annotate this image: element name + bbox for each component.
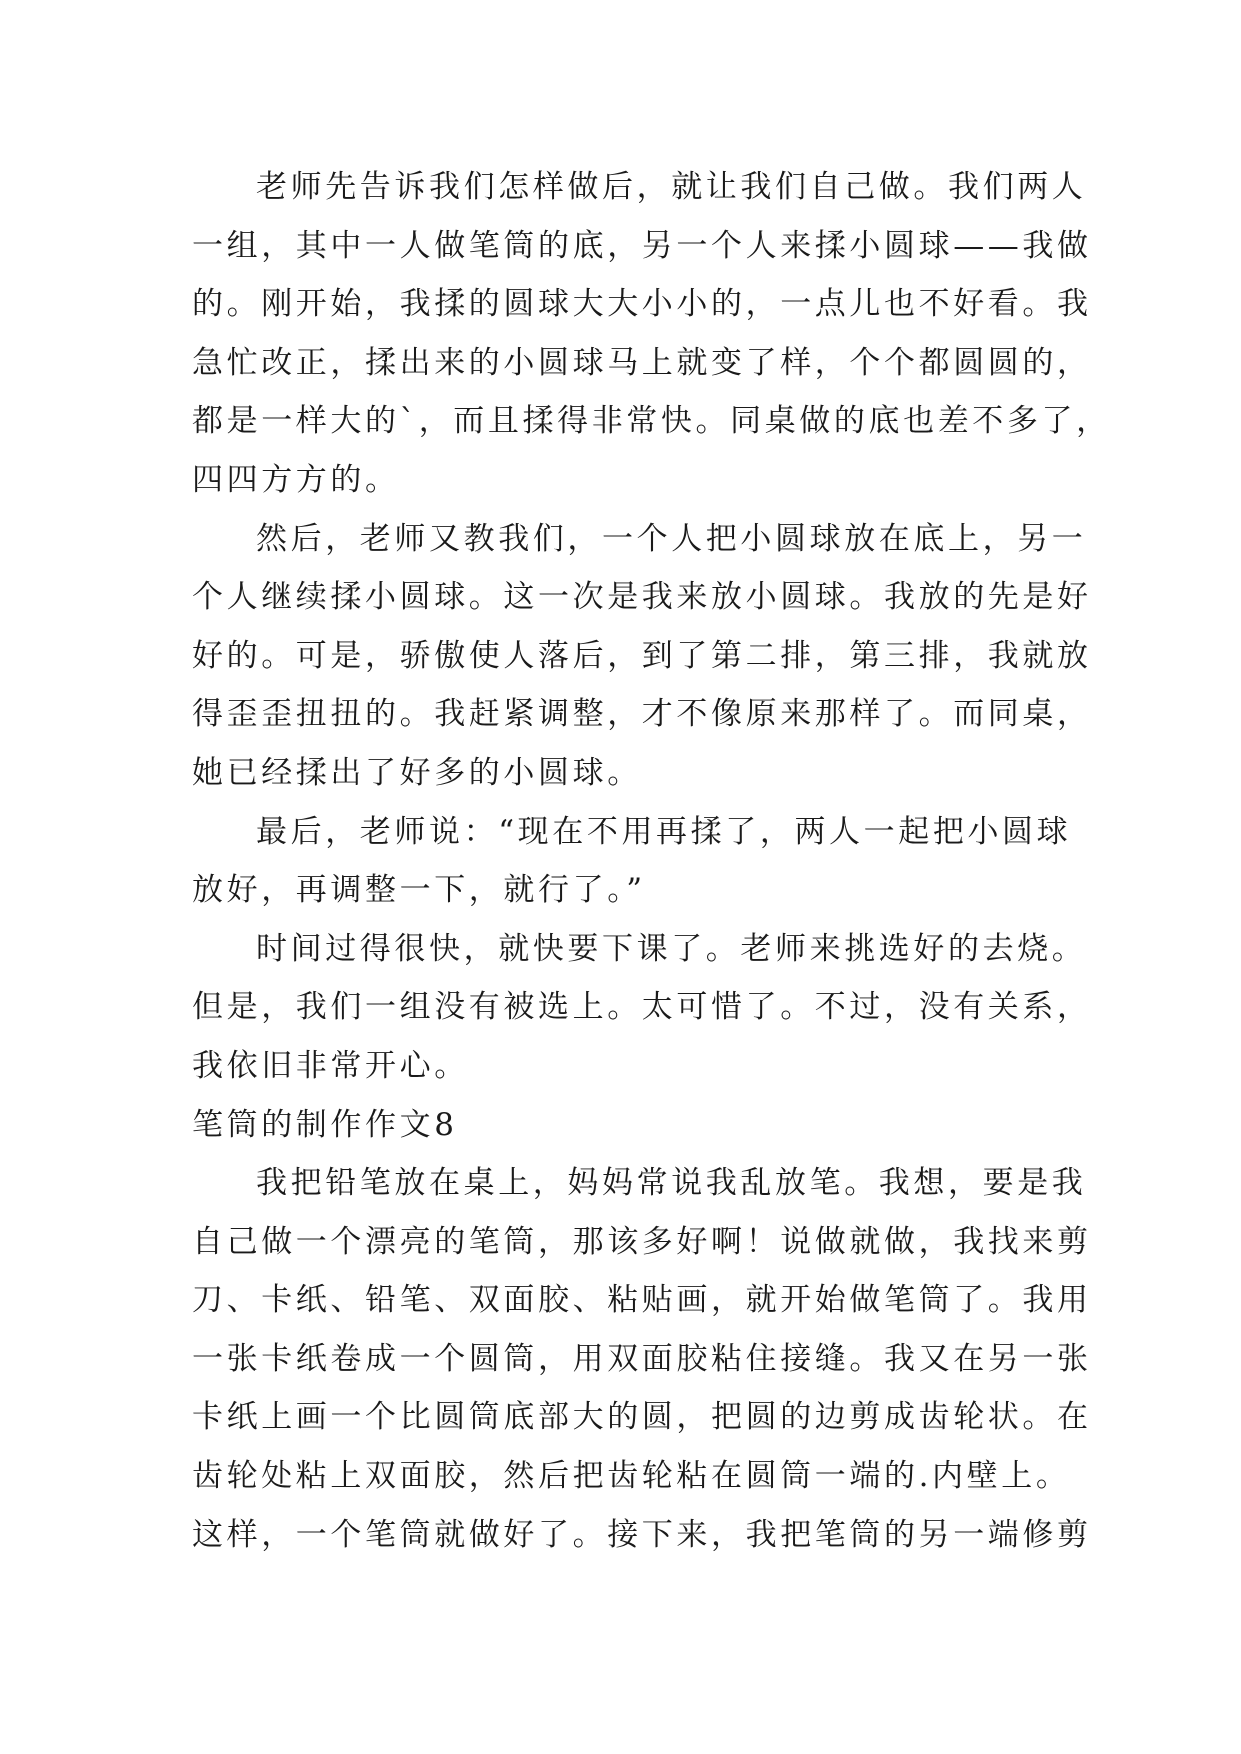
text-line: 时间过得很快，就快要下课了。老师来挑选好的去烧。 bbox=[256, 930, 1087, 967]
text-line: 我把铅笔放在桌上，妈妈常说我乱放笔。我想，要是我 bbox=[256, 1165, 1087, 1202]
document-body bbox=[192, 158, 1111, 1564]
text-line: 然后，老师又教我们，一个人把小圆球放在底上，另一 bbox=[256, 520, 1087, 557]
text-line: 都是一样大的`，而且揉得非常快。同桌做的底也差不多了， bbox=[192, 403, 1111, 440]
text-line: 好的。可是，骄傲使人落后，到了第二排，第三排，我就放 bbox=[192, 637, 1092, 674]
text-line: 但是，我们一组没有被选上。太可惜了。不过，没有关系， bbox=[192, 989, 1092, 1026]
section-heading: 笔筒的制作作文8 bbox=[192, 1106, 458, 1143]
text-line: 急忙改正，揉出来的小圆球马上就变了样，个个都圆圆的， bbox=[192, 344, 1092, 381]
paragraph-2 bbox=[192, 510, 1092, 803]
text-line: 这样，一个笔筒就做好了。接下来，我把笔筒的另一端修剪 bbox=[192, 1516, 1092, 1553]
text-line: 老师先告诉我们怎样做后，就让我们自己做。我们两人 bbox=[256, 169, 1087, 205]
text-line: 她已经揉出了好多的小圆球。 bbox=[192, 754, 642, 791]
paragraph-1 bbox=[192, 158, 1111, 510]
text-line: 得歪歪扭扭的。我赶紧调整，才不像原来那样了。而同桌， bbox=[192, 696, 1092, 733]
text-line: 刀、卡纸、铅笔、双面胶、粘贴画，就开始做笔筒了。我用 bbox=[192, 1282, 1092, 1319]
text-line: 卡纸上画一个比圆筒底部大的圆，把圆的边剪成齿轮状。在 bbox=[192, 1399, 1092, 1436]
text-line: 个人继续揉小圆球。这一次是我来放小圆球。我放的先是好 bbox=[192, 579, 1092, 616]
paragraph-3 bbox=[192, 803, 1072, 920]
paragraph-5 bbox=[192, 1154, 1092, 1564]
text-line: 自己做一个漂亮的笔筒，那该多好啊！说做就做，我找来剪 bbox=[192, 1223, 1092, 1260]
text-line: 一张卡纸卷成一个圆筒，用双面胶粘住接缝。我又在另一张 bbox=[192, 1340, 1092, 1377]
text-line: 放好，再调整一下，就行了。” bbox=[192, 872, 646, 909]
paragraph-4 bbox=[192, 920, 1092, 1096]
text-line: 最后，老师说：“现在不用再揉了，两人一起把小圆球 bbox=[256, 813, 1072, 850]
text-line: 我依旧非常开心。 bbox=[192, 1047, 469, 1084]
text-line: 的。刚开始，我揉的圆球大大小小的，一点儿也不好看。我 bbox=[192, 286, 1092, 323]
text-line: 齿轮处粘上双面胶，然后把齿轮粘在圆筒一端的.内壁上。 bbox=[192, 1458, 1071, 1495]
text-line: 一组，其中一人做笔筒的底，另一个人来揉小圆球——我做 bbox=[192, 227, 1092, 264]
text-line: 四四方方的。 bbox=[192, 461, 400, 498]
